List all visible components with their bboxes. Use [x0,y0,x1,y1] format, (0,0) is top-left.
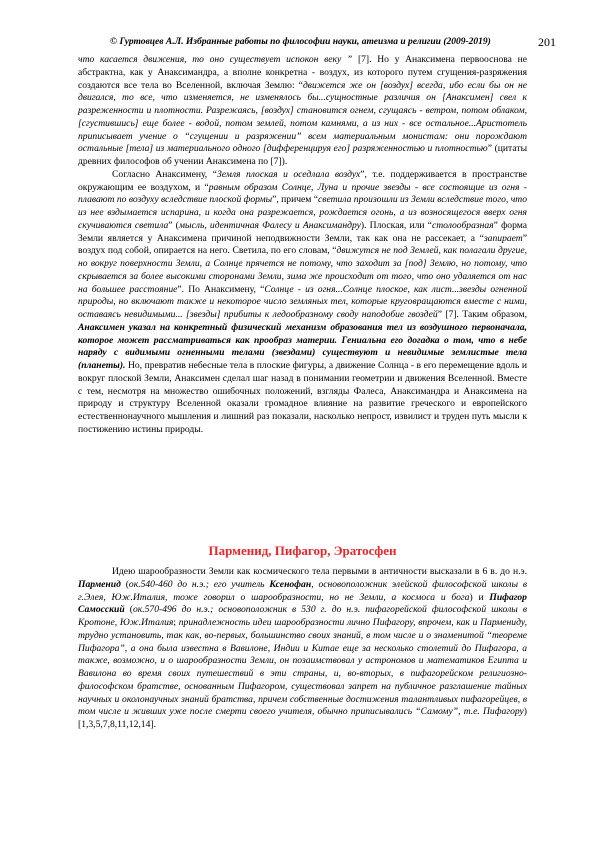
paragraph-anaximenes-substance: что касается движения, то оно существует испокон веку ” [7]. Но у Анаксимена первооснова не абстрактна, как у Анаксимандра, а вполне конкретна - воздух, из которого путем сгущения-разряжения создаются все тела во Вселенной, включая Землю: “движется же он [воздух] всегда, ибо если бы он не двигался, то все, что изменяется, не изменялось бы...сущностные различия он [Анаксимен] свел к разреженности и плотности. Разрежаясь, [воздух] становится огнем, сгущаясь - ветром, потом облаком, [сгустившись] еще более - водой, потом землей, потом камнями, а из них - все остальное...Аристотель приписывает учение о “сгущении и разряжении” всем материальным монистам: они порождают остальные [тела] из материального одного [дифференцируя его] разряженностью и плотностью” (цитаты древних философов об учении Анаксимена по [7]). [78,54,528,167]
page-number: 201 [538,35,556,49]
body-text-bottom [78,566,527,732]
paragraph-anaximenes-earth: Согласно Анаксимену, “Земля плоская и оседлала воздух”, т.е. поддерживается в пространстве окружающим ее воздухом, и “равным образом Солнце, Луна и прочие звезды - все состоящие из огня - плавают по воздуху вследствие плоской формы”, причем “светила произошли из Земли вследствие того, что из нее вздымается испарина, и когда она разрежается, рождается огонь, а из возносящегося вверх огня скучиваются светила” (мысль, идентичная Фалесу и Анаксимандру). Плоская, или “столообразная” форма Земли является у Анаксимена причиной неподвижности Земли, так как она не рассекает, а “запирает” воздух под собой, опирается на него. Светила, по его словам, “движутся не под Землей, как полагали другие, но вокруг поверхности Земли, а Солнце прячется не потому, что заходит за [под] Землю, но потому, что скрывается за более высокими сторонами Земли, зима же происходит от того, что оно удаляется от нас на большее расстояние”. По Анаксимену, “Солнце - из огня...Солнце плоское, как лист...звезды огненной природы, но включают также и некоторое число земляных тел, которые круговращаются вместе с ними, оставаясь невидимыми... [звезды] прибиты к ледообразному своду наподобие гвоздей” [7]. Таким образом, Анаксимен указал на конкретный физический механизм образования тел из воздушного первоначала, которое может рассматриваться как прообраз материи. Гениальна его догадка о том, что в небе наряду с видимыми огненными телами (звездами) существуют и невидимые землистые тела (планеты). Но, превратив небесные тела в плоские фигуры, а движение Солнца - в его перемещение вдоль и вокруг плоской Земли, Анаксимен сделал шаг назад в понимании геометрии и движения Вселенной. Вместе с тем, несмотря на множество ошибочных положений, взгляды Фалеса, Анаксимандра и Анаксимена на природу и структуру Вселенной оказали громадное влияние на развитие греческого и европейского естественнонаучного мышления и лишний раз показали, насколько непрост, извилист и труден путь мысли к постижению истины природы. [78,168,528,435]
running-header: © Гуртовцев А.Л. Избранные работы по философии науки, атеизма и религии (2009-2019) [110,37,491,47]
key-conclusion: Анаксимен указал на конкретный физический механизм образования тел из воздушного первоначала, которое может рассматриваться как прообраз материи. Гениальна его догадка о том, что в небе наряду с видимыми огненными телами (звездами) существуют и невидимые землистые тела (планеты). [78,321,527,371]
body-text-top [78,54,527,437]
paragraph-sphericity: Идею шарообразности Земли как космического тела первыми в античности высказали в 6 в. до н.э. Парменид (ок.540-460 до н.э.; его учитель Ксенофан, основоположник элейской философской школы в г.Элея, Юж.Италия, тоже говорил о шарообразности, но не Земли, а космоса и бога) и Пифагор Самосский (ок.570-496 до н.э.; основоположник в 530 г. до н.э. пифагорейской философской школы в Кротоне, Юж.Италия; принадлежность идеи шарообразности лично Пифагору, впрочем, как и Пармениду, трудно установить, так как, во-первых, большинство своих знаний, в том числе и о знаменитой “теореме Пифагора”, а она была известна в Вавилоне, Индии и Китае еще за несколько столетий до Пифагора, а также, возможно, и о шарообразности Земли, он позаимствовал у астрономов и математиков Египта и Вавилона во время своих путешествий в эти страны, и, во-вторых, в пифагорейском религиозно-философском братстве, основанным Пифагором, существовал запрет на публичное разглашение тайных научных и околонаучных знаний братства, причем собственные достижения талантливых пифагорейцев, в том числе и живших уже после смерти своего учителя, обычно приписывались “Самому”, т.е. Пифагору) [1,3,5,7,8,11,12,14]. [78,566,528,730]
section-heading: Парменид, Пифагор, Эратосфен [208,543,397,558]
